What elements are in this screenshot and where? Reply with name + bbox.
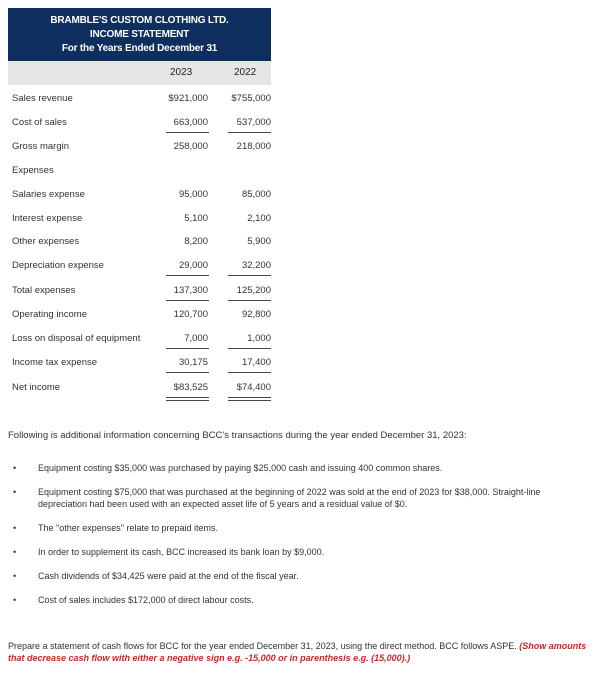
table-row xyxy=(8,210,271,228)
value-2023: 30,175 xyxy=(178,357,208,368)
row-label: Salaries expense xyxy=(12,189,85,200)
table-row xyxy=(8,379,271,397)
value-2022: 32,200 xyxy=(241,260,271,271)
value-2022: 537,000 xyxy=(236,117,271,128)
column-header-row xyxy=(8,61,271,85)
column-header-2022: 2022 xyxy=(234,67,257,78)
list-item-text: Cost of sales includes $172,000 of direct labour costs. xyxy=(38,595,254,605)
value-2022: 1,000 xyxy=(247,333,271,344)
table-row xyxy=(8,354,271,372)
list-item-text: The "other expenses" relate to prepaid items. xyxy=(38,523,218,533)
underline-2023 xyxy=(166,300,209,301)
statement-header xyxy=(8,8,271,61)
row-label: Gross margin xyxy=(12,141,70,152)
table-row xyxy=(8,233,271,251)
bullet-marker: • xyxy=(13,487,17,497)
underline-2023 xyxy=(166,372,209,373)
value-2023: $921,000 xyxy=(168,93,208,104)
value-2022: 92,800 xyxy=(241,309,271,320)
underline-2023 xyxy=(166,132,209,133)
bullet-marker: • xyxy=(13,595,17,605)
list-item-text: In order to supplement its cash, BCC increased its bank loan by $9,000. xyxy=(38,547,325,557)
double-underline-2023 xyxy=(166,397,209,401)
bullet-marker: • xyxy=(13,463,17,473)
value-2022: 85,000 xyxy=(241,189,271,200)
table-row xyxy=(8,138,271,156)
row-label: Cost of sales xyxy=(12,117,67,128)
row-label: Net income xyxy=(12,382,61,393)
row-label: Other expenses xyxy=(12,236,80,247)
statement-title: INCOME STATEMENT xyxy=(89,29,190,40)
list-item-text: Cash dividends of $34,425 were paid at the end of the fiscal year. xyxy=(38,571,299,581)
table-row xyxy=(8,186,271,204)
row-label: Operating income xyxy=(12,309,87,320)
value-2023: 663,000 xyxy=(173,117,208,128)
value-2023: 137,300 xyxy=(173,285,208,296)
list-item-text: Equipment costing $75,000 that was purchased at the beginning of 2022 was sold at the end of 2023 for $38,000. Straight-line depreciation had been used with an expected asset life of 5 years and a residual value of $0. xyxy=(38,487,541,509)
table-row xyxy=(8,330,271,348)
underline-2022 xyxy=(228,372,271,373)
row-label: Interest expense xyxy=(12,213,83,224)
row-label: Expenses xyxy=(12,165,54,176)
prompt-text: Prepare a statement of cash flows for BCC for the year ended December 31, 2023, using the direct method. BCC follows ASPE. xyxy=(8,641,517,651)
value-2023: 8,200 xyxy=(184,236,208,247)
table-row xyxy=(8,90,271,108)
prompt-note: (Show amounts that decrease cash flow with either a negative sign e.g. -15,000 or in parenthesis e.g. (15,000).) xyxy=(8,641,587,663)
underline-2022 xyxy=(228,275,271,276)
value-2022: $755,000 xyxy=(231,93,271,104)
table-row xyxy=(8,162,271,180)
value-2022: 5,900 xyxy=(247,236,271,247)
table-row xyxy=(8,282,271,300)
underline-2022 xyxy=(228,132,271,133)
value-2023: 258,000 xyxy=(173,141,208,152)
additional-info-intro: Following is additional information concerning BCC's transactions during the year ended December 31, 2023: xyxy=(8,430,467,441)
value-2022: 17,400 xyxy=(241,357,271,368)
table-row xyxy=(8,306,271,324)
row-label: Total expenses xyxy=(12,285,76,296)
row-label: Income tax expense xyxy=(12,357,98,368)
bullet-marker: • xyxy=(13,523,17,533)
value-2023: $83,525 xyxy=(173,382,208,393)
row-label: Loss on disposal of equipment xyxy=(12,333,141,344)
value-2022: 2,100 xyxy=(247,213,271,224)
statement-period: For the Years Ended December 31 xyxy=(61,43,218,54)
underline-2022 xyxy=(228,300,271,301)
double-underline-2022 xyxy=(228,397,271,401)
question-prompt xyxy=(8,640,593,664)
value-2022: 125,200 xyxy=(236,285,271,296)
value-2023: 7,000 xyxy=(184,333,208,344)
value-2022: 218,000 xyxy=(236,141,271,152)
value-2023: 95,000 xyxy=(178,189,208,200)
list-item-text: Equipment costing $35,000 was purchased by paying $25,000 cash and issuing 400 common shares. xyxy=(38,463,443,473)
column-header-2023: 2023 xyxy=(170,67,193,78)
value-2023: 120,700 xyxy=(173,309,208,320)
underline-2023 xyxy=(166,348,209,349)
row-label: Depreciation expense xyxy=(12,260,104,271)
table-row xyxy=(8,257,271,275)
value-2023: 29,000 xyxy=(178,260,208,271)
underline-2023 xyxy=(166,275,209,276)
value-2022: $74,400 xyxy=(236,382,271,393)
bullet-marker: • xyxy=(13,571,17,581)
value-2023: 5,100 xyxy=(184,213,208,224)
row-label: Sales revenue xyxy=(12,93,73,104)
company-name: BRAMBLE'S CUSTOM CLOTHING LTD. xyxy=(50,15,229,26)
underline-2022 xyxy=(228,348,271,349)
bullet-marker: • xyxy=(13,547,17,557)
table-row xyxy=(8,114,271,132)
